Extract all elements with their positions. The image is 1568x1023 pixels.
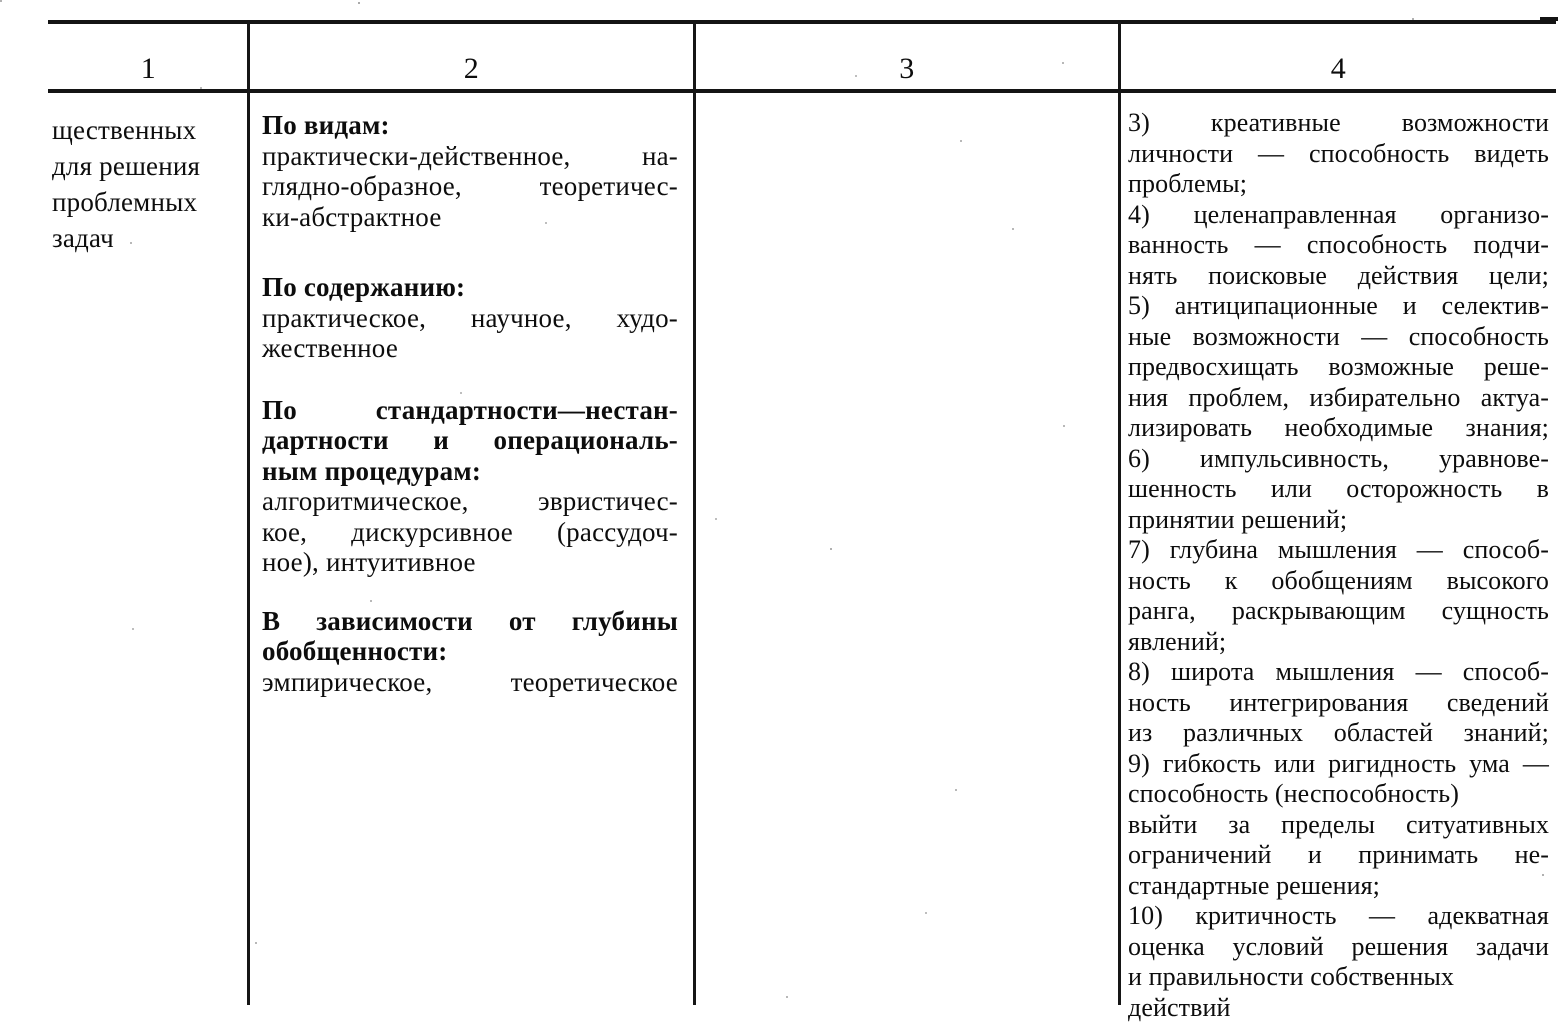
text-line-heading: обобщенности: <box>262 636 448 666</box>
text-line: шенность или осторожность в <box>1128 474 1549 503</box>
text-line: практическое, научное, худо- <box>262 302 678 333</box>
text-line: 9) гибкость или ригидность ума — <box>1128 748 1549 778</box>
text-line: проблемы; <box>1128 169 1248 198</box>
text-line: личности — способность видеть <box>1128 138 1549 168</box>
text-line: кое, дискурсивное (рассудоч- <box>262 516 678 547</box>
text-line: задач <box>52 223 114 253</box>
header-cell-1: 1 <box>140 52 157 85</box>
text-line: из различных областей знаний; <box>1128 718 1549 747</box>
text-line: практически-действенное, на- <box>262 140 678 171</box>
text-line: нять поисковые действия цели; <box>1128 260 1549 290</box>
text-line: алгоритмическое, эвристичес- <box>262 486 678 516</box>
body-cell-column-2 <box>262 110 678 697</box>
text-line: предвосхищать возможные реше- <box>1128 352 1549 381</box>
text-line: глядно-образное, теоретичес- <box>262 171 678 201</box>
text-line: 7) глубина мышления — способ- <box>1128 535 1549 564</box>
text-line: жественное <box>262 333 399 363</box>
table-top-border <box>48 20 1556 24</box>
text-line: явлений; <box>1128 626 1227 656</box>
header-row-divider <box>48 89 1556 93</box>
text-line: действий <box>1128 992 1231 1022</box>
text-line: проблемных <box>52 187 198 217</box>
text-line: 6) импульсивность, уравнове- <box>1128 443 1549 473</box>
text-line: 4) целенаправленная организо- <box>1128 199 1549 229</box>
body-cell-column-4 <box>1128 108 1549 1023</box>
table-top-border-dash <box>1540 17 1558 21</box>
text-line: ное), интуитивное <box>262 547 476 577</box>
text-line: лизировать необходимые знания; <box>1128 413 1549 442</box>
text-line: и правильности собственных <box>1128 962 1455 991</box>
text-line: принятии решений; <box>1128 504 1348 534</box>
text-line: ния проблем, избирательно актуа- <box>1128 382 1549 412</box>
text-line-heading: ным процедурам: <box>262 455 482 486</box>
column-divider-1-2 <box>247 22 250 1005</box>
header-cell-4: 4 <box>1330 52 1347 85</box>
text-line: способность (неспособность) <box>1128 779 1460 808</box>
text-line-heading: По видам: <box>262 110 390 140</box>
text-line: выйти за пределы ситуативных <box>1128 809 1549 839</box>
text-line: 8) широта мышления — способ- <box>1128 657 1549 686</box>
text-line-heading: В зависимости от глубины <box>262 605 678 636</box>
header-cell-3: 3 <box>899 52 915 85</box>
body-cell-column-3-empty <box>700 110 1114 990</box>
text-line: оценка условий решения задачи <box>1128 931 1549 961</box>
text-line: ность интегрирования сведений <box>1128 687 1549 717</box>
text-line: для решения <box>52 151 201 181</box>
text-line: ки-абстрактное <box>262 201 442 232</box>
scan-noise <box>0 0 2 2</box>
text-line: ность к обобщениям высокого <box>1128 565 1549 595</box>
text-line: 10) критичность — адекватная <box>1128 901 1549 930</box>
text-line-heading: По содержанию: <box>262 272 466 302</box>
text-line: 3) креативные возможности <box>1128 108 1549 137</box>
text-line: эмпирическое, теоретическое <box>262 666 678 697</box>
text-line-heading: По стандартности—нестан- <box>262 394 678 425</box>
text-line: щественных <box>52 115 197 145</box>
header-cell-2: 2 <box>463 52 480 85</box>
text-line: ограничений и принимать не- <box>1128 840 1549 869</box>
text-line: ванность — способность подчи- <box>1128 230 1549 259</box>
text-line: ранга, раскрывающим сущность <box>1128 596 1549 625</box>
column-divider-3-4 <box>1118 22 1121 1005</box>
text-line: ные возможности — способность <box>1128 321 1549 351</box>
text-line: 5) антиципационные и селектив- <box>1128 291 1549 320</box>
text-line-heading: дартности и операциональ- <box>262 425 678 455</box>
column-divider-2-3 <box>693 22 696 1005</box>
text-line: стандартные решения; <box>1128 870 1380 900</box>
body-cell-column-1 <box>52 112 238 256</box>
